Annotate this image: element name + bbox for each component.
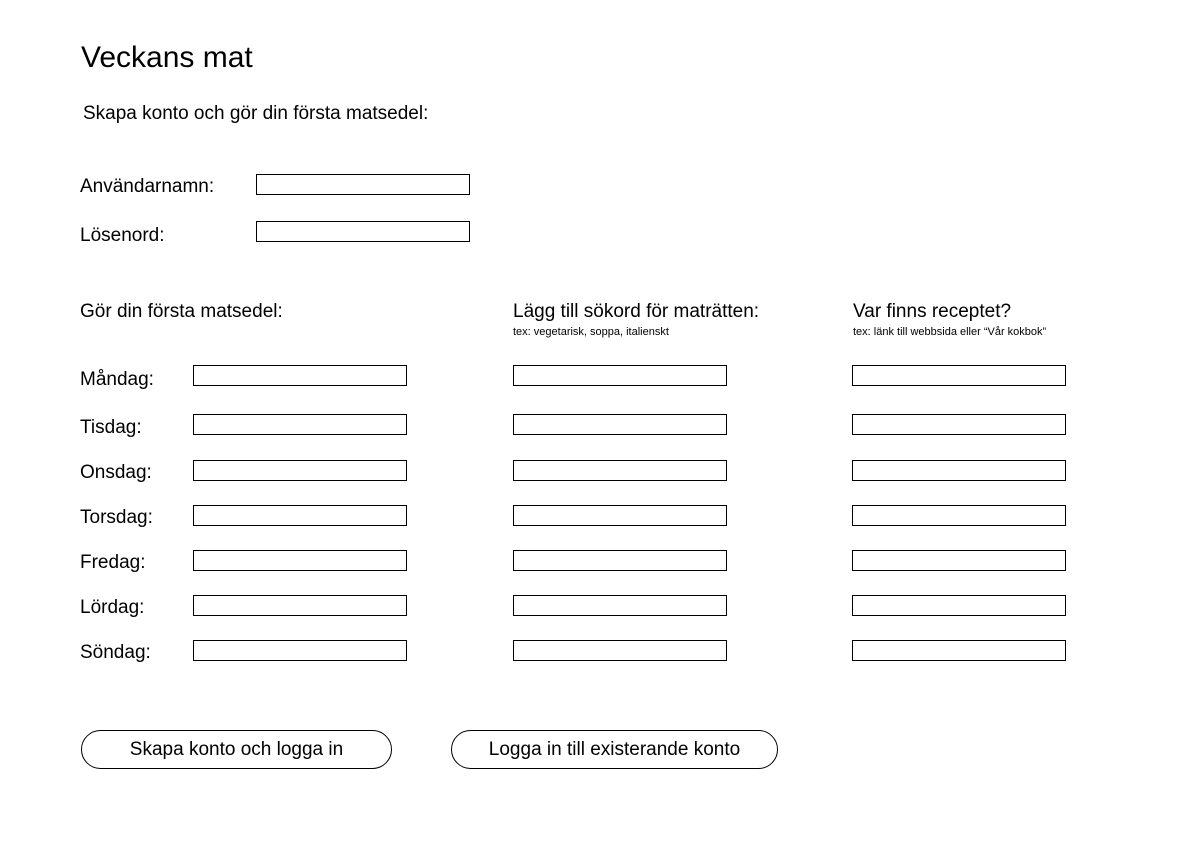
- keywords-input-friday[interactable]: [513, 550, 727, 571]
- day-label-tuesday: Tisdag:: [80, 417, 142, 438]
- keywords-input-sunday[interactable]: [513, 640, 727, 661]
- recipe-input-saturday[interactable]: [852, 595, 1066, 616]
- recipe-input-wednesday[interactable]: [852, 460, 1066, 481]
- create-account-button[interactable]: Skapa konto och logga in: [81, 730, 392, 769]
- keywords-input-thursday[interactable]: [513, 505, 727, 526]
- day-label-saturday: Lördag:: [80, 597, 145, 618]
- keywords-input-wednesday[interactable]: [513, 460, 727, 481]
- keywords-input-tuesday[interactable]: [513, 414, 727, 435]
- dish-input-tuesday[interactable]: [193, 414, 407, 435]
- day-label-monday: Måndag:: [80, 369, 154, 390]
- recipe-hint: tex: länk till webbsida eller “Vår kokbok”: [853, 326, 1047, 338]
- keywords-input-monday[interactable]: [513, 365, 727, 386]
- dish-input-friday[interactable]: [193, 550, 407, 571]
- dish-input-saturday[interactable]: [193, 595, 407, 616]
- day-label-sunday: Söndag:: [80, 642, 151, 663]
- recipe-input-thursday[interactable]: [852, 505, 1066, 526]
- page-subtitle: Skapa konto och gör din första matsedel:: [83, 103, 429, 124]
- day-label-friday: Fredag:: [80, 552, 146, 573]
- username-input[interactable]: [256, 174, 470, 195]
- dish-input-wednesday[interactable]: [193, 460, 407, 481]
- keywords-input-saturday[interactable]: [513, 595, 727, 616]
- username-label: Användarnamn:: [80, 176, 215, 197]
- dish-input-sunday[interactable]: [193, 640, 407, 661]
- day-label-thursday: Torsdag:: [80, 507, 153, 528]
- menu-heading: Gör din första matsedel:: [80, 301, 283, 322]
- dish-input-monday[interactable]: [193, 365, 407, 386]
- password-label: Lösenord:: [80, 225, 165, 246]
- recipe-input-monday[interactable]: [852, 365, 1066, 386]
- recipe-input-friday[interactable]: [852, 550, 1066, 571]
- recipe-input-tuesday[interactable]: [852, 414, 1066, 435]
- recipe-input-sunday[interactable]: [852, 640, 1066, 661]
- recipe-heading: Var finns receptet?: [853, 301, 1012, 322]
- password-input[interactable]: [256, 221, 470, 242]
- dish-input-thursday[interactable]: [193, 505, 407, 526]
- keywords-hint: tex: vegetarisk, soppa, italienskt: [513, 326, 669, 338]
- keywords-heading: Lägg till sökord för maträtten:: [513, 301, 760, 322]
- page-title: Veckans mat: [81, 41, 253, 74]
- day-label-wednesday: Onsdag:: [80, 462, 152, 483]
- login-existing-button[interactable]: Logga in till existerande konto: [451, 730, 778, 769]
